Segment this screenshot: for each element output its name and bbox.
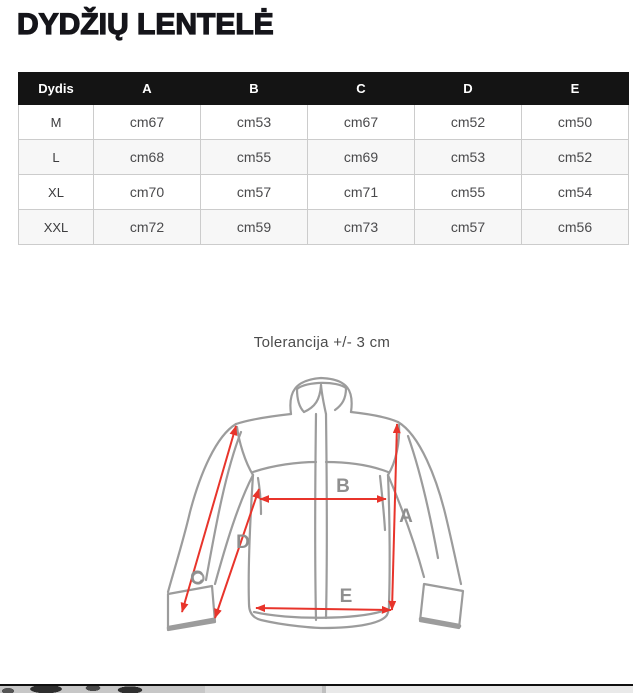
measurement-cell: cm71 — [308, 175, 415, 210]
measure-arrow-e — [256, 608, 391, 610]
table-row-xxl — [19, 210, 629, 245]
table-row-m — [19, 105, 629, 140]
zipper-left — [315, 414, 316, 620]
jacket-measurement-diagram — [158, 372, 488, 672]
header-cell-a: A — [94, 73, 201, 105]
header-cell-e: E — [522, 73, 629, 105]
measurement-cell: cm52 — [522, 140, 629, 175]
measurement-cell: cm57 — [201, 175, 308, 210]
cropped-photo-background — [326, 686, 633, 693]
cropped-product-photo — [0, 686, 326, 693]
measure-label-d: D — [236, 532, 250, 553]
size-cell: XXL — [19, 210, 94, 245]
measure-arrows — [182, 424, 397, 618]
measurement-cell: cm54 — [522, 175, 629, 210]
size-cell: L — [19, 140, 94, 175]
measurement-cell: cm73 — [308, 210, 415, 245]
jacket-outline — [168, 378, 463, 630]
measurement-cell: cm68 — [94, 140, 201, 175]
header-cell-dydis: Dydis — [19, 73, 94, 105]
measurement-cell: cm67 — [94, 105, 201, 140]
measurement-cell: cm53 — [415, 140, 522, 175]
size-cell: M — [19, 105, 94, 140]
measurement-cell: cm50 — [522, 105, 629, 140]
header-cell-d: D — [415, 73, 522, 105]
sleeve-right-outer — [398, 422, 461, 584]
table-header-row — [19, 73, 629, 105]
hem-seam — [254, 610, 386, 618]
pocket-left — [258, 478, 261, 514]
measurement-cell: cm57 — [415, 210, 522, 245]
yoke-right — [326, 462, 388, 472]
table-row-xl — [19, 175, 629, 210]
size-table — [18, 72, 628, 245]
sleeve-left-outer — [168, 424, 236, 592]
tolerance-note: Tolerancija +/- 3 cm — [253, 334, 391, 351]
measurement-cell: cm55 — [201, 140, 308, 175]
table-row-l — [19, 140, 629, 175]
measure-label-e: E — [339, 586, 353, 607]
measurement-cell: cm55 — [415, 175, 522, 210]
jacket-diagram-svg — [158, 372, 488, 672]
measure-arrow-d — [215, 489, 259, 618]
next-section-photo-crop — [0, 684, 633, 693]
placket-top — [321, 385, 326, 414]
shoulder-left — [236, 414, 291, 424]
zipper-right — [326, 414, 327, 618]
measurement-cell: cm69 — [308, 140, 415, 175]
measure-labels — [190, 476, 413, 607]
collar-fold — [304, 385, 321, 412]
collar-inner-left — [297, 389, 304, 412]
measure-arrow-a — [392, 424, 397, 610]
yoke-left — [253, 462, 316, 472]
page-title: DYDŽIŲ LENTELĖ — [17, 8, 274, 41]
body-right — [388, 475, 390, 604]
header-cell-c: C — [308, 73, 415, 105]
header-cell-b: B — [201, 73, 308, 105]
measurement-cell: cm70 — [94, 175, 201, 210]
measure-label-a: A — [399, 506, 413, 527]
sleeve-left-inner — [215, 475, 253, 584]
measure-label-c: C — [190, 568, 204, 589]
measurement-cell: cm53 — [201, 105, 308, 140]
measurement-cell: cm72 — [94, 210, 201, 245]
measurement-cell: cm67 — [308, 105, 415, 140]
measurement-cell: cm59 — [201, 210, 308, 245]
measurement-cell: cm56 — [522, 210, 629, 245]
size-cell: XL — [19, 175, 94, 210]
measurement-cell: cm52 — [415, 105, 522, 140]
shoulder-right — [351, 412, 398, 422]
pocket-right — [380, 476, 385, 530]
measure-label-b: B — [336, 476, 350, 497]
collar-inner-right — [335, 388, 346, 410]
